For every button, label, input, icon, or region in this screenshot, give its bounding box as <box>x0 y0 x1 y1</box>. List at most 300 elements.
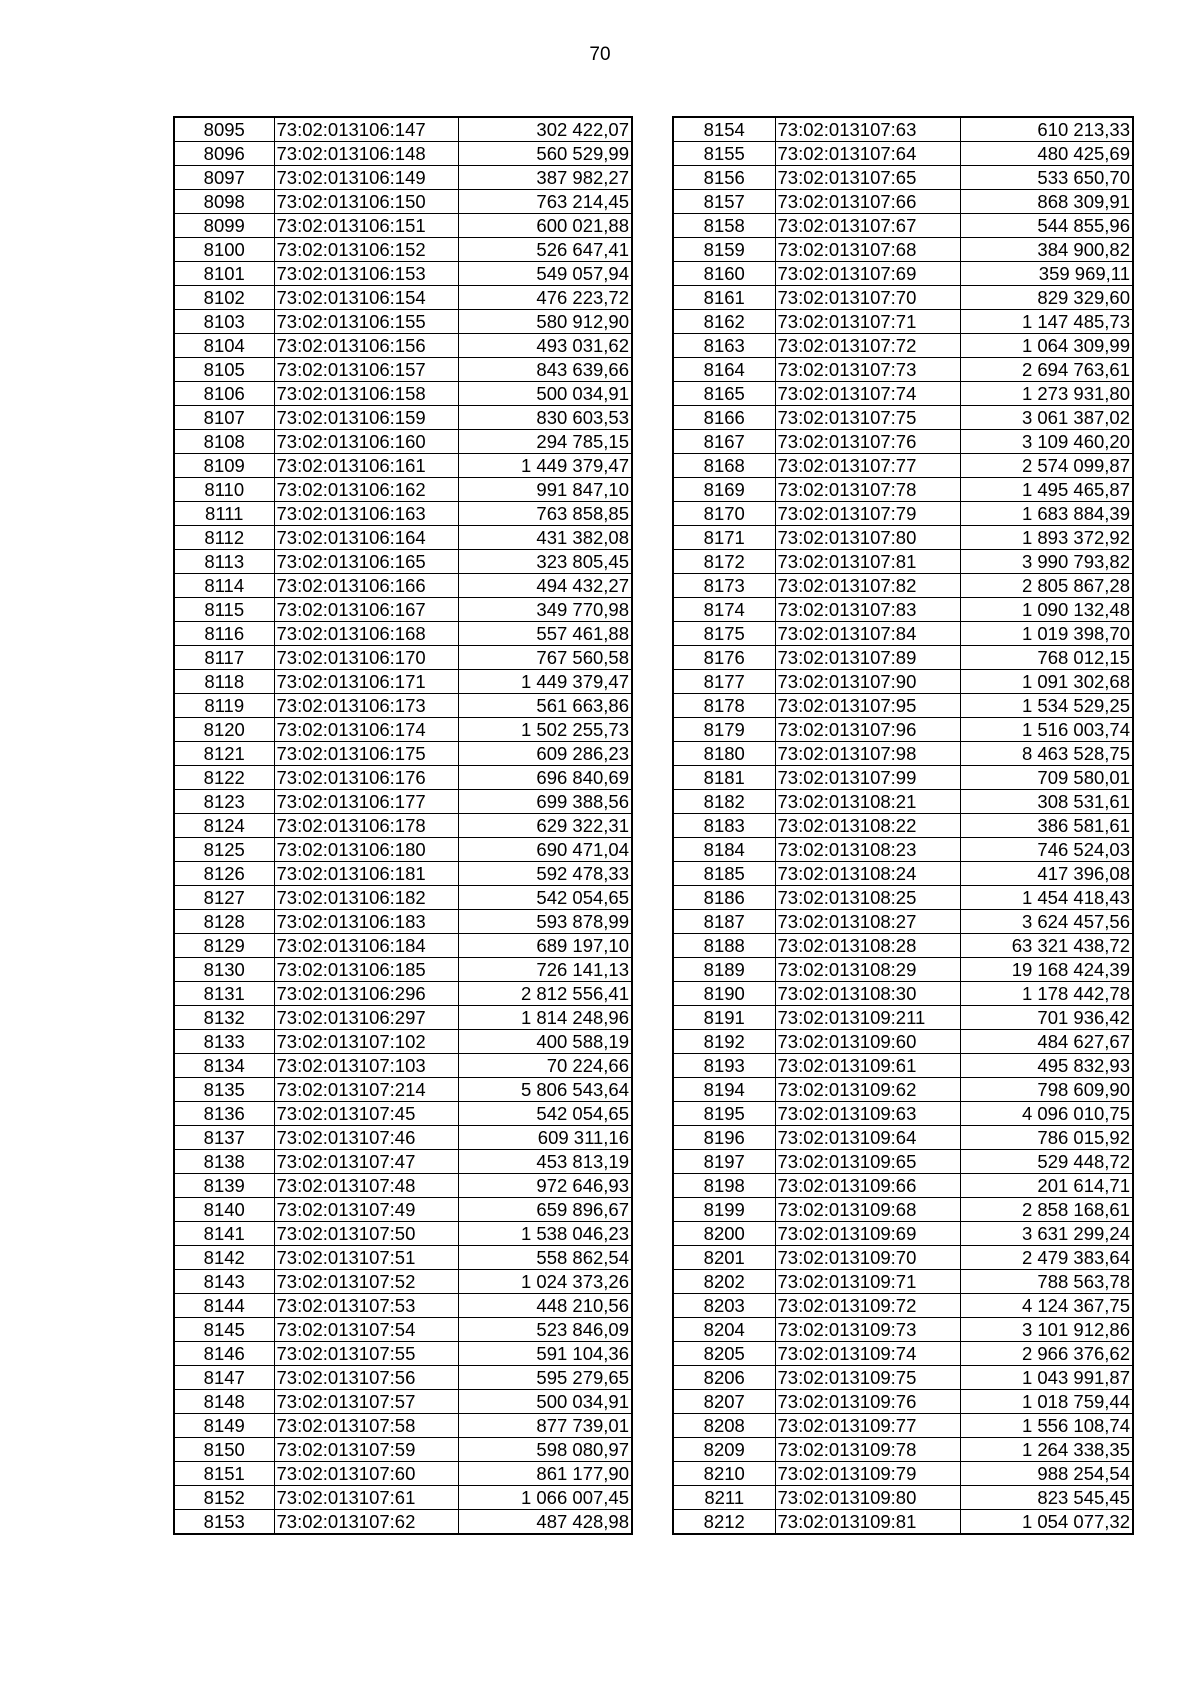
cadastral-value: 768 012,15 <box>960 646 1133 670</box>
cadastral-number: 73:02:013106:149 <box>274 166 458 190</box>
cadastral-number: 73:02:013107:70 <box>775 286 960 310</box>
cadastral-value: 600 021,88 <box>458 214 632 238</box>
table-body-left <box>174 117 632 1534</box>
cadastral-value: 63 321 438,72 <box>960 934 1133 958</box>
cadastral-number: 73:02:013107:62 <box>274 1510 458 1535</box>
table-row <box>174 1222 632 1246</box>
cadastral-value: 495 832,93 <box>960 1054 1133 1078</box>
table-row <box>174 1342 632 1366</box>
row-number: 8138 <box>174 1150 274 1174</box>
table-row <box>174 1150 632 1174</box>
row-number: 8202 <box>673 1270 775 1294</box>
row-number: 8113 <box>174 550 274 574</box>
row-number: 8135 <box>174 1078 274 1102</box>
cadastral-number: 73:02:013106:174 <box>274 718 458 742</box>
row-number: 8118 <box>174 670 274 694</box>
row-number: 8180 <box>673 742 775 766</box>
row-number: 8139 <box>174 1174 274 1198</box>
row-number: 8170 <box>673 502 775 526</box>
cadastral-value: 1 043 991,87 <box>960 1366 1133 1390</box>
table-row <box>174 1198 632 1222</box>
row-number: 8123 <box>174 790 274 814</box>
cadastral-value: 19 168 424,39 <box>960 958 1133 982</box>
table-row <box>174 1294 632 1318</box>
row-number: 8107 <box>174 406 274 430</box>
cadastral-number: 73:02:013106:162 <box>274 478 458 502</box>
row-number: 8190 <box>673 982 775 1006</box>
cadastral-value: 988 254,54 <box>960 1462 1133 1486</box>
row-number: 8126 <box>174 862 274 886</box>
cadastral-value: 2 858 168,61 <box>960 1198 1133 1222</box>
row-number: 8182 <box>673 790 775 814</box>
row-number: 8156 <box>673 166 775 190</box>
row-number: 8189 <box>673 958 775 982</box>
cadastral-table-left <box>173 116 633 1535</box>
cadastral-number: 73:02:013107:51 <box>274 1246 458 1270</box>
cadastral-value: 591 104,36 <box>458 1342 632 1366</box>
table-row <box>673 1150 1133 1174</box>
row-number: 8196 <box>673 1126 775 1150</box>
cadastral-value: 70 224,66 <box>458 1054 632 1078</box>
cadastral-value: 3 101 912,86 <box>960 1318 1133 1342</box>
table-row <box>673 382 1133 406</box>
row-number: 8104 <box>174 334 274 358</box>
cadastral-number: 73:02:013107:72 <box>775 334 960 358</box>
table-row <box>673 910 1133 934</box>
cadastral-value: 542 054,65 <box>458 1102 632 1126</box>
table-row <box>673 1294 1133 1318</box>
row-number: 8110 <box>174 478 274 502</box>
cadastral-value: 323 805,45 <box>458 550 632 574</box>
cadastral-value: 689 197,10 <box>458 934 632 958</box>
row-number: 8111 <box>174 502 274 526</box>
cadastral-number: 73:02:013107:45 <box>274 1102 458 1126</box>
table-row <box>673 1414 1133 1438</box>
cadastral-number: 73:02:013106:161 <box>274 454 458 478</box>
cadastral-value: 417 396,08 <box>960 862 1133 886</box>
cadastral-value: 1 178 442,78 <box>960 982 1133 1006</box>
table-row <box>673 550 1133 574</box>
row-number: 8184 <box>673 838 775 862</box>
table-row <box>673 1006 1133 1030</box>
cadastral-number: 73:02:013106:163 <box>274 502 458 526</box>
cadastral-value: 4 096 010,75 <box>960 1102 1133 1126</box>
table-row <box>673 1102 1133 1126</box>
row-number: 8157 <box>673 190 775 214</box>
table-row <box>673 214 1133 238</box>
table-row <box>174 502 632 526</box>
row-number: 8137 <box>174 1126 274 1150</box>
table-row <box>174 1414 632 1438</box>
cadastral-number: 73:02:013109:61 <box>775 1054 960 1078</box>
row-number: 8144 <box>174 1294 274 1318</box>
cadastral-value: 798 609,90 <box>960 1078 1133 1102</box>
cadastral-number: 73:02:013106:156 <box>274 334 458 358</box>
cadastral-number: 73:02:013109:75 <box>775 1366 960 1390</box>
row-number: 8205 <box>673 1342 775 1366</box>
table-row <box>174 646 632 670</box>
cadastral-number: 73:02:013109:71 <box>775 1270 960 1294</box>
cadastral-number: 73:02:013107:52 <box>274 1270 458 1294</box>
row-number: 8112 <box>174 526 274 550</box>
row-number: 8148 <box>174 1390 274 1414</box>
cadastral-value: 1 534 529,25 <box>960 694 1133 718</box>
table-row <box>673 766 1133 790</box>
table-row <box>174 1006 632 1030</box>
row-number: 8147 <box>174 1366 274 1390</box>
row-number: 8162 <box>673 310 775 334</box>
table-row <box>673 1030 1133 1054</box>
table-row <box>174 238 632 262</box>
cadastral-number: 73:02:013109:77 <box>775 1414 960 1438</box>
cadastral-value: 500 034,91 <box>458 382 632 406</box>
table-row <box>174 190 632 214</box>
cadastral-number: 73:02:013107:82 <box>775 574 960 598</box>
row-number: 8125 <box>174 838 274 862</box>
cadastral-value: 1 454 418,43 <box>960 886 1133 910</box>
cadastral-value: 523 846,09 <box>458 1318 632 1342</box>
row-number: 8192 <box>673 1030 775 1054</box>
cadastral-value: 386 581,61 <box>960 814 1133 838</box>
table-row <box>174 670 632 694</box>
table-row <box>174 310 632 334</box>
table-row <box>673 358 1133 382</box>
cadastral-number: 73:02:013107:54 <box>274 1318 458 1342</box>
row-number: 8167 <box>673 430 775 454</box>
cadastral-value: 302 422,07 <box>458 117 632 142</box>
cadastral-number: 73:02:013107:77 <box>775 454 960 478</box>
cadastral-number: 73:02:013106:296 <box>274 982 458 1006</box>
table-row <box>673 1174 1133 1198</box>
cadastral-value: 991 847,10 <box>458 478 632 502</box>
cadastral-value: 3 109 460,20 <box>960 430 1133 454</box>
table-row <box>174 1246 632 1270</box>
cadastral-number: 73:02:013108:23 <box>775 838 960 862</box>
cadastral-value: 484 627,67 <box>960 1030 1133 1054</box>
cadastral-number: 73:02:013109:74 <box>775 1342 960 1366</box>
row-number: 8208 <box>673 1414 775 1438</box>
cadastral-value: 1 090 132,48 <box>960 598 1133 622</box>
cadastral-number: 73:02:013109:65 <box>775 1150 960 1174</box>
table-row <box>673 934 1133 958</box>
cadastral-value: 5 806 543,64 <box>458 1078 632 1102</box>
table-row <box>673 1126 1133 1150</box>
cadastral-value: 387 982,27 <box>458 166 632 190</box>
row-number: 8206 <box>673 1366 775 1390</box>
cadastral-number: 73:02:013108:21 <box>775 790 960 814</box>
table-row <box>174 334 632 358</box>
cadastral-value: 595 279,65 <box>458 1366 632 1390</box>
cadastral-value: 201 614,71 <box>960 1174 1133 1198</box>
cadastral-number: 73:02:013107:64 <box>775 142 960 166</box>
row-number: 8146 <box>174 1342 274 1366</box>
cadastral-number: 73:02:013106:154 <box>274 286 458 310</box>
table-row <box>673 1078 1133 1102</box>
table-row <box>174 1174 632 1198</box>
cadastral-number: 73:02:013106:153 <box>274 262 458 286</box>
cadastral-value: 487 428,98 <box>458 1510 632 1535</box>
cadastral-number: 73:02:013107:65 <box>775 166 960 190</box>
cadastral-value: 1 556 108,74 <box>960 1414 1133 1438</box>
row-number: 8179 <box>673 718 775 742</box>
table-row <box>673 1510 1133 1535</box>
table-row <box>174 166 632 190</box>
cadastral-value: 549 057,94 <box>458 262 632 286</box>
cadastral-value: 1 683 884,39 <box>960 502 1133 526</box>
table-row <box>174 622 632 646</box>
cadastral-number: 73:02:013109:80 <box>775 1486 960 1510</box>
row-number: 8096 <box>174 142 274 166</box>
cadastral-number: 73:02:013109:78 <box>775 1438 960 1462</box>
row-number: 8166 <box>673 406 775 430</box>
cadastral-number: 73:02:013107:102 <box>274 1030 458 1054</box>
cadastral-value: 558 862,54 <box>458 1246 632 1270</box>
cadastral-value: 1 091 302,68 <box>960 670 1133 694</box>
cadastral-value: 593 878,99 <box>458 910 632 934</box>
cadastral-number: 73:02:013106:183 <box>274 910 458 934</box>
cadastral-value: 3 990 793,82 <box>960 550 1133 574</box>
row-number: 8106 <box>174 382 274 406</box>
table-row <box>673 670 1133 694</box>
cadastral-value: 861 177,90 <box>458 1462 632 1486</box>
row-number: 8108 <box>174 430 274 454</box>
cadastral-number: 73:02:013107:61 <box>274 1486 458 1510</box>
cadastral-value: 544 855,96 <box>960 214 1133 238</box>
cadastral-number: 73:02:013107:99 <box>775 766 960 790</box>
cadastral-value: 1 516 003,74 <box>960 718 1133 742</box>
table-row <box>673 142 1133 166</box>
table-row <box>673 117 1133 142</box>
cadastral-number: 73:02:013109:211 <box>775 1006 960 1030</box>
row-number: 8188 <box>673 934 775 958</box>
cadastral-value: 2 574 099,87 <box>960 454 1133 478</box>
table-row <box>174 1318 632 1342</box>
cadastral-value: 453 813,19 <box>458 1150 632 1174</box>
cadastral-value: 384 900,82 <box>960 238 1133 262</box>
row-number: 8173 <box>673 574 775 598</box>
table-row <box>174 1486 632 1510</box>
cadastral-number: 73:02:013107:57 <box>274 1390 458 1414</box>
cadastral-number: 73:02:013106:180 <box>274 838 458 862</box>
cadastral-number: 73:02:013106:168 <box>274 622 458 646</box>
table-row <box>174 1462 632 1486</box>
cadastral-value: 592 478,33 <box>458 862 632 886</box>
row-number: 8198 <box>673 1174 775 1198</box>
cadastral-number: 73:02:013107:66 <box>775 190 960 214</box>
cadastral-value: 1 066 007,45 <box>458 1486 632 1510</box>
cadastral-number: 73:02:013107:214 <box>274 1078 458 1102</box>
table-row <box>174 718 632 742</box>
cadastral-value: 533 650,70 <box>960 166 1133 190</box>
cadastral-number: 73:02:013107:49 <box>274 1198 458 1222</box>
table-row <box>174 1270 632 1294</box>
row-number: 8207 <box>673 1390 775 1414</box>
table-row <box>174 838 632 862</box>
table-row <box>673 502 1133 526</box>
row-number: 8102 <box>174 286 274 310</box>
row-number: 8211 <box>673 1486 775 1510</box>
cadastral-number: 73:02:013106:170 <box>274 646 458 670</box>
table-row <box>174 406 632 430</box>
cadastral-value: 629 322,31 <box>458 814 632 838</box>
page-number: 70 <box>589 44 611 65</box>
table-row <box>174 1078 632 1102</box>
cadastral-number: 73:02:013107:76 <box>775 430 960 454</box>
cadastral-value: 294 785,15 <box>458 430 632 454</box>
cadastral-number: 73:02:013106:185 <box>274 958 458 982</box>
cadastral-number: 73:02:013109:66 <box>775 1174 960 1198</box>
cadastral-number: 73:02:013109:73 <box>775 1318 960 1342</box>
cadastral-value: 746 524,03 <box>960 838 1133 862</box>
table-row <box>673 742 1133 766</box>
row-number: 8165 <box>673 382 775 406</box>
cadastral-value: 560 529,99 <box>458 142 632 166</box>
table-row <box>673 1462 1133 1486</box>
cadastral-number: 73:02:013106:182 <box>274 886 458 910</box>
cadastral-number: 73:02:013106:159 <box>274 406 458 430</box>
table-row <box>174 526 632 550</box>
row-number: 8119 <box>174 694 274 718</box>
table-row <box>174 286 632 310</box>
table-row <box>673 598 1133 622</box>
row-number: 8209 <box>673 1438 775 1462</box>
row-number: 8193 <box>673 1054 775 1078</box>
row-number: 8171 <box>673 526 775 550</box>
table-row <box>174 958 632 982</box>
row-number: 8141 <box>174 1222 274 1246</box>
cadastral-value: 598 080,97 <box>458 1438 632 1462</box>
cadastral-number: 73:02:013106:157 <box>274 358 458 382</box>
row-number: 8197 <box>673 1150 775 1174</box>
cadastral-value: 561 663,86 <box>458 694 632 718</box>
table-row <box>673 190 1133 214</box>
cadastral-number: 73:02:013106:152 <box>274 238 458 262</box>
row-number: 8169 <box>673 478 775 502</box>
cadastral-value: 1 814 248,96 <box>458 1006 632 1030</box>
table-row <box>673 838 1133 862</box>
cadastral-number: 73:02:013107:53 <box>274 1294 458 1318</box>
cadastral-value: 2 812 556,41 <box>458 982 632 1006</box>
row-number: 8172 <box>673 550 775 574</box>
table-row <box>673 814 1133 838</box>
row-number: 8181 <box>673 766 775 790</box>
table-row <box>673 1246 1133 1270</box>
row-number: 8177 <box>673 670 775 694</box>
cadastral-number: 73:02:013108:29 <box>775 958 960 982</box>
cadastral-value: 763 858,85 <box>458 502 632 526</box>
table-row <box>673 1390 1133 1414</box>
row-number: 8134 <box>174 1054 274 1078</box>
cadastral-number: 73:02:013107:95 <box>775 694 960 718</box>
cadastral-number: 73:02:013109:63 <box>775 1102 960 1126</box>
row-number: 8124 <box>174 814 274 838</box>
table-row <box>174 1510 632 1535</box>
cadastral-value: 1 449 379,47 <box>458 670 632 694</box>
cadastral-number: 73:02:013107:84 <box>775 622 960 646</box>
cadastral-value: 877 739,01 <box>458 1414 632 1438</box>
row-number: 8200 <box>673 1222 775 1246</box>
row-number: 8115 <box>174 598 274 622</box>
cadastral-number: 73:02:013108:28 <box>775 934 960 958</box>
cadastral-value: 529 448,72 <box>960 1150 1133 1174</box>
cadastral-number: 73:02:013106:151 <box>274 214 458 238</box>
row-number: 8143 <box>174 1270 274 1294</box>
cadastral-value: 1 273 931,80 <box>960 382 1133 406</box>
cadastral-value: 659 896,67 <box>458 1198 632 1222</box>
row-number: 8131 <box>174 982 274 1006</box>
row-number: 8159 <box>673 238 775 262</box>
row-number: 8116 <box>174 622 274 646</box>
cadastral-value: 1 264 338,35 <box>960 1438 1133 1462</box>
cadastral-number: 73:02:013107:50 <box>274 1222 458 1246</box>
cadastral-value: 788 563,78 <box>960 1270 1133 1294</box>
cadastral-value: 8 463 528,75 <box>960 742 1133 766</box>
table-row <box>673 1222 1133 1246</box>
table-row <box>673 1438 1133 1462</box>
table-row <box>673 238 1133 262</box>
cadastral-value: 972 646,93 <box>458 1174 632 1198</box>
cadastral-value: 763 214,45 <box>458 190 632 214</box>
table-row <box>174 1438 632 1462</box>
table-row <box>673 262 1133 286</box>
cadastral-number: 73:02:013108:22 <box>775 814 960 838</box>
row-number: 8140 <box>174 1198 274 1222</box>
cadastral-value: 1 024 373,26 <box>458 1270 632 1294</box>
cadastral-value: 786 015,92 <box>960 1126 1133 1150</box>
cadastral-number: 73:02:013106:181 <box>274 862 458 886</box>
row-number: 8152 <box>174 1486 274 1510</box>
cadastral-value: 1 538 046,23 <box>458 1222 632 1246</box>
table-row <box>673 862 1133 886</box>
table-row <box>673 334 1133 358</box>
row-number: 8191 <box>673 1006 775 1030</box>
table-row <box>174 790 632 814</box>
cadastral-number: 73:02:013107:55 <box>274 1342 458 1366</box>
cadastral-value: 3 624 457,56 <box>960 910 1133 934</box>
cadastral-value: 829 329,60 <box>960 286 1133 310</box>
cadastral-value: 526 647,41 <box>458 238 632 262</box>
cadastral-number: 73:02:013107:81 <box>775 550 960 574</box>
table-row <box>673 790 1133 814</box>
row-number: 8183 <box>673 814 775 838</box>
row-number: 8133 <box>174 1030 274 1054</box>
table-row <box>174 262 632 286</box>
table-row <box>174 117 632 142</box>
row-number: 8151 <box>174 1462 274 1486</box>
table-row <box>174 1390 632 1414</box>
cadastral-value: 1 019 398,70 <box>960 622 1133 646</box>
row-number: 8132 <box>174 1006 274 1030</box>
table-row <box>673 1486 1133 1510</box>
cadastral-number: 73:02:013107:78 <box>775 478 960 502</box>
row-number: 8160 <box>673 262 775 286</box>
cadastral-number: 73:02:013109:69 <box>775 1222 960 1246</box>
cadastral-number: 73:02:013107:71 <box>775 310 960 334</box>
row-number: 8128 <box>174 910 274 934</box>
row-number: 8195 <box>673 1102 775 1126</box>
cadastral-number: 73:02:013108:27 <box>775 910 960 934</box>
cadastral-value: 830 603,53 <box>458 406 632 430</box>
table-row <box>673 430 1133 454</box>
row-number: 8155 <box>673 142 775 166</box>
row-number: 8098 <box>174 190 274 214</box>
row-number: 8120 <box>174 718 274 742</box>
table-row <box>673 454 1133 478</box>
cadastral-value: 400 588,19 <box>458 1030 632 1054</box>
cadastral-value: 359 969,11 <box>960 262 1133 286</box>
table-row <box>673 622 1133 646</box>
cadastral-number: 73:02:013107:75 <box>775 406 960 430</box>
